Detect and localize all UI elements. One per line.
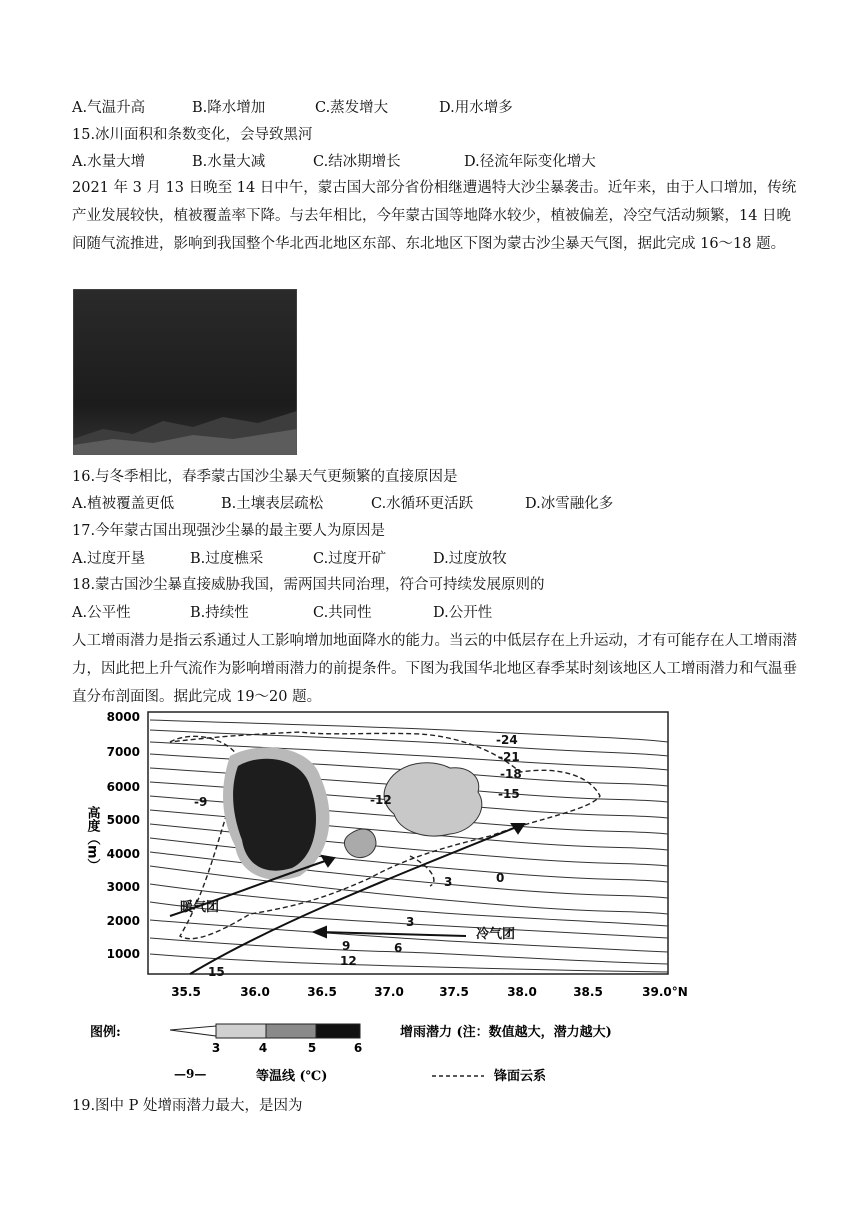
q15-option-a: A.水量大增 (72, 154, 146, 170)
q17-option-d: D.过度放牧 (433, 551, 507, 567)
y-tick-1000: 1000 (106, 947, 140, 961)
isotherm-label-m21: -21 (498, 750, 520, 764)
legend-scale-3: 3 (211, 1041, 221, 1055)
isotherm-label-0: 0 (496, 871, 505, 885)
q17-option-b: B.过度樵采 (190, 551, 264, 567)
legend-isotherm-label: 等温线 (℃) (256, 1069, 328, 1084)
q14-option-c: C.蒸发增大 (315, 100, 389, 116)
q14-option-d: D.用水增多 (439, 100, 513, 116)
q15-stem: 15.冰川面积和条数变化，会导致黑河 (72, 127, 313, 143)
passage-19-20: 人工增雨潜力是指云系通过人工影响增加地面降水的能力。当云的中低层存在上升运动，才有可能存在人工增雨潜力，因此把上升气流作为影响增雨潜力的前提条件。下图为我国华北地区春季某时刻该地区人工增雨潜力和气温垂直分布剖面图。据此完成 19～20 题。 (72, 633, 797, 705)
q17-options (72, 549, 507, 569)
q14-option-a: A.气温升高 (72, 100, 146, 116)
legend-scale-5: 5 (307, 1041, 317, 1055)
x-tick-36-0: 36.0 (240, 985, 270, 999)
isotherm-label-m9: -9 (194, 795, 208, 809)
q16-option-b: B.土壤表层疏松 (221, 496, 324, 512)
q16-stem: 16.与冬季相比，春季蒙古国沙尘暴天气更频繁的直接原因是 (72, 469, 458, 485)
isotherm-label-3-lower: 3 (406, 915, 415, 929)
q15-options (72, 152, 596, 172)
x-tick-39-0: 39.0°N (642, 985, 688, 999)
legend-title: 图例: (90, 1025, 121, 1040)
legend-scale-4: 4 (258, 1041, 268, 1055)
q15-option-b: B.水量大减 (192, 154, 266, 170)
q15-option-d: D.径流年际变化增大 (464, 154, 596, 170)
y-tick-8000: 8000 (106, 710, 140, 724)
q17-option-c: C.过度开矿 (313, 551, 387, 567)
rain-potential-cross-section (70, 706, 710, 1092)
q16-option-d: D.冰雪融化多 (525, 496, 614, 512)
q14-option-b: B.降水增加 (192, 100, 266, 116)
x-tick-37-0: 37.0 (374, 985, 404, 999)
isotherm-label-3-upper: 3 (444, 875, 453, 889)
isotherm-label-m15: -15 (498, 787, 520, 801)
q16-option-c: C.水循环更活跃 (371, 496, 474, 512)
sandstorm-photo (73, 289, 297, 455)
q19-stem: 19.图中 P 处增雨潜力最大，是因为 (72, 1098, 303, 1114)
y-tick-2000: 2000 (106, 914, 140, 928)
q18-options (72, 603, 492, 623)
q16-options (72, 494, 613, 514)
q18-stem: 18.蒙古国沙尘暴直接威胁我国，需两国共同治理，符合可持续发展原则的 (72, 577, 545, 593)
passage-16-18: 2021 年 3 月 13 日晚至 14 日中午，蒙古国大部分省份相继遭遇特大沙尘暴袭击。近年来，由于人口增加，传统产业发展较快，植被覆盖率下降。与去年相比，今年蒙古国等地降水较少，植被偏差，冷空气活动频繁，14 日晚间随气流推进，影响到我国整个华北西北地区东部、东北地区下图为蒙古沙尘暴天气图，据此完成 16～18 题。 (72, 180, 797, 252)
q16-option-a: A.植被覆盖更低 (72, 496, 175, 512)
isotherm-label-6: 6 (394, 941, 403, 955)
isotherm-label-m12: -12 (370, 793, 392, 807)
q14-options (72, 98, 513, 118)
q17-stem: 17.今年蒙古国出现强沙尘暴的最主要人为原因是 (72, 523, 386, 539)
y-tick-3000: 3000 (106, 880, 140, 894)
y-tick-7000: 7000 (106, 745, 140, 759)
legend-front-label: 锋面云系 (494, 1069, 547, 1084)
q18-option-a: A.公平性 (72, 605, 131, 621)
y-tick-6000: 6000 (106, 780, 140, 794)
cold-air-mass-label: 冷气团 (476, 927, 516, 942)
q18-option-d: D.公开性 (433, 605, 493, 621)
x-tick-38-5: 38.5 (573, 985, 603, 999)
q15-option-c: C.结冰期增长 (313, 154, 401, 170)
legend (90, 1024, 612, 1084)
y-tick-4000: 4000 (106, 847, 140, 861)
x-tick-37-5: 37.5 (439, 985, 469, 999)
warm-air-mass-label: 暖气团 (180, 900, 220, 915)
x-tick-36-5: 36.5 (307, 985, 337, 999)
isotherm-label-15: 15 (208, 965, 225, 979)
isotherm-label-m24: -24 (496, 733, 518, 747)
q18-option-b: B.持续性 (190, 605, 249, 621)
legend-rain-potential-note: 增雨潜力 (注：数值越大，潜力越大) (400, 1025, 612, 1040)
x-tick-35-5: 35.5 (171, 985, 201, 999)
q17-option-a: A.过度开垦 (72, 551, 146, 567)
y-tick-5000: 5000 (106, 813, 140, 827)
isotherm-label-m18: -18 (500, 767, 522, 781)
isotherm-label-9: 9 (342, 939, 351, 953)
legend-isotherm-sample: —9— (174, 1067, 207, 1081)
q18-option-c: C.共同性 (313, 605, 372, 621)
isotherm-label-12: 12 (340, 954, 357, 968)
x-tick-38-0: 38.0 (507, 985, 537, 999)
legend-scale-6: 6 (353, 1041, 363, 1055)
y-axis-title: 高度（m） (84, 806, 100, 872)
